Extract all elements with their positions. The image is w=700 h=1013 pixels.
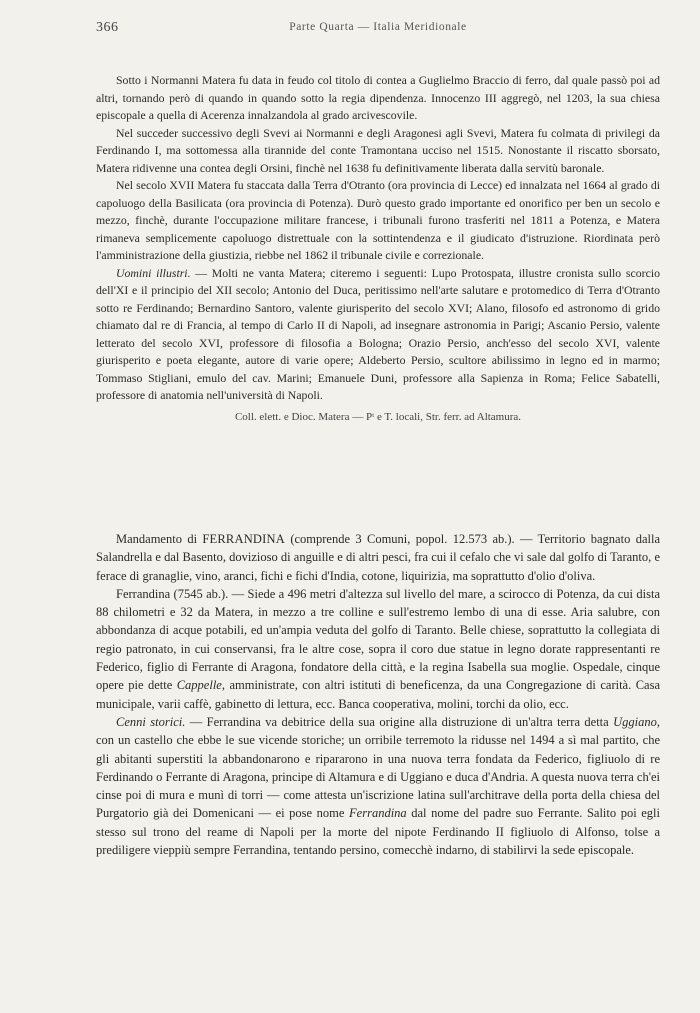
- district-name: FERRANDINA: [202, 532, 285, 546]
- district-prefix: Mandamento di: [116, 532, 203, 546]
- paragraph-ferrandina: [96, 585, 660, 713]
- paragraph-cenni-storici: [96, 713, 660, 859]
- matera-section: [96, 72, 660, 426]
- paragraph-secolo-xvii: Nel secolo XVII Matera fu staccata dalla Terra d'Otranto (ora provincia di Lecce) ed innalzata nel 1664 al grado di capoluogo della Basilicata (ora provincia di Potenza). Durò questo grado importante ed onorifico per ben un secolo e mezzo, finchè, durante l'occupazione militare francese, i tribunali furono trasferiti nel 1811 a Potenza, e Matera rimaneva semplicemente capoluogo distrettuale con la sottintendenza e il giudicato d'istruzione. Riordinata però l'amministrazione della giustizia, riebbe nel 1862 il tribunale civile e correzionale.: [96, 178, 660, 262]
- running-title: Parte Quarta — Italia Meridionale: [289, 21, 467, 33]
- collegio-citation: Coll. elett. e Dioc. Matera — Pᵗ e T. locali, Str. ferr. ad Altamura.: [234, 410, 522, 423]
- town-text-continued: , amministrate, con altri istituti di beneficenza, da una Congregazione di carità. Casa municipale, varii caffè, gabinetto di lettura, ecc. Banca cooperativa, molini, torchi da olio, ecc.: [96, 678, 660, 711]
- uomini-illustri-text: — Molti ne vanta Matera; citeremo i seguenti: Lupo Protospata, illustre cronista sullo scorcio dell'XI e il principio del XII secolo; Antonio del Duca, peritissimo nell'arte salutare e protomedico di Terra d'Otranto sotto re Ferdinando; Bernardino Santoro, valente giurisperito del secolo XVI; Alano, filosofo ed astronomo di grido chiamato dal re di Francia, al tempo di Carlo II di Napoli, ad insegnare astronomia in Parigi; Ascanio Persio, valente letterato del secolo XVI, professore di filosofia a Bologna; Orazio Persio, anch'esso del secolo XVI, valente giurisperito e poeta elegante, autore di varie opere; Aldeberto Persio, scultore abilissimo in legno ed in marmo; Tommaso Stigliani, emulo del cav. Marini; Emanuele Duni, professore alla Sapienza in Roma; Felice Sabatelli, professore di anatomia nell'università di Napoli.: [96, 265, 660, 402]
- uomini-illustri-label: Uomini illustri.: [116, 265, 191, 280]
- paragraph-uomini-illustri: [96, 265, 660, 405]
- town-name: Ferrandina: [116, 586, 171, 601]
- uggiano-term: Uggiano: [613, 714, 657, 729]
- ferrandina-term: Ferrandina: [349, 806, 407, 821]
- cenni-text-c: dal nome del padre suo Ferrante. Salito poi egli stesso sul trono del reame di Napoli per la morte del nipote Ferdinando II figliuolo di Alfonso, tolse a prediligere vieppiù sempre Ferrandina, tentando persino, comecchè indarno, di stabilirvi la sede episcopale.: [96, 806, 660, 858]
- town-text: (7545 ab.). — Siede a 496 metri d'altezza sul livello del mare, a scirocco di Potenza, da cui dista 88 chilometri e 32 da Matera, in mezzo a tre colline e sull'estremo lembo di una di esse. Aria salubre, con abbondanza di acque potabili, ed un'ampia veduta del golfo di Taranto. Belle chiese, soprattutto la collegiata di regio patronato, in cui conservansi, fra le altre cose, sopra il coro due statue in legno dorate rappresentanti re Federico, figlio di Ferrante di Aragona, fondatore della città, e la regina Isabella sua moglie. Ospedale, cinque opere pie dette: [96, 586, 660, 693]
- page-number: 366: [96, 20, 119, 35]
- paragraph-svevi: Nel succeder successivo degli Svevi ai Normanni e degli Aragonesi agli Svevi, Matera fu colmata di privilegi da Ferdinando I, ma sottomessa alla tirannide del conte Tramontana ucciso nel 1515. Nonostante il riscatto sborsato, Matera ridivenne una contea degli Orsini, finchè nel 1638 fu definitivamente liberata dalla servitù baronale.: [96, 125, 660, 175]
- paragraph-normanni: Sotto i Normanni Matera fu data in feudo col titolo di contea a Guglielmo Braccio di ferro, dal quale passò poi ad altri, tornando però di quando in quando sotto la regia dipendenza. Innocenzo III aggregò, nel 1203, la sua chiesa episcopale a quella di Acerenza innalzandola al grado arcivescovile.: [96, 73, 660, 122]
- district-text: (comprende 3 Comuni, popol. 12.573 ab.). — Territorio bagnato dalla Salandrella e dal Basento, dovizioso di anguille e di altri pesci, fra cui il cefalo che vi sale dal golfo di Taranto, e ferace di granaglie, vino, aranci, fichi e fichi d'India, cotone, liquirizia, ma soprattutto d'olio d'oliva.: [96, 532, 660, 583]
- page-header: [96, 20, 660, 40]
- paragraph-mandamento: [96, 530, 660, 585]
- cenni-text-a: — Ferrandina va debitrice della sua origine alla distruzione di un'altra terra detta: [185, 714, 614, 729]
- cenni-storici-label: Cenni storici.: [116, 714, 186, 729]
- ferrandina-section: [96, 530, 660, 859]
- cappelle-term: Cappelle: [176, 678, 222, 693]
- cenni-text-b: , con un castello che ebbe le sue vicende storiche; un orribile terremoto la ridusse nel 1494 a sì mal partito, che gli abitanti superstiti la abbandonarono e ripararono in una nuova terra fondata da Federico, figliuolo di re Ferdinando o Ferrante di Aragona, principe di Altamura e di Uggiano e duca d'Andria. A questa nuova terra ch'ei cinse poi di mura e munì di torri — come attesta un'iscrizione latina sull'architrave della porta della chiesa del Purgatorio già dei Domenicani — ei pose nome: [96, 714, 660, 821]
